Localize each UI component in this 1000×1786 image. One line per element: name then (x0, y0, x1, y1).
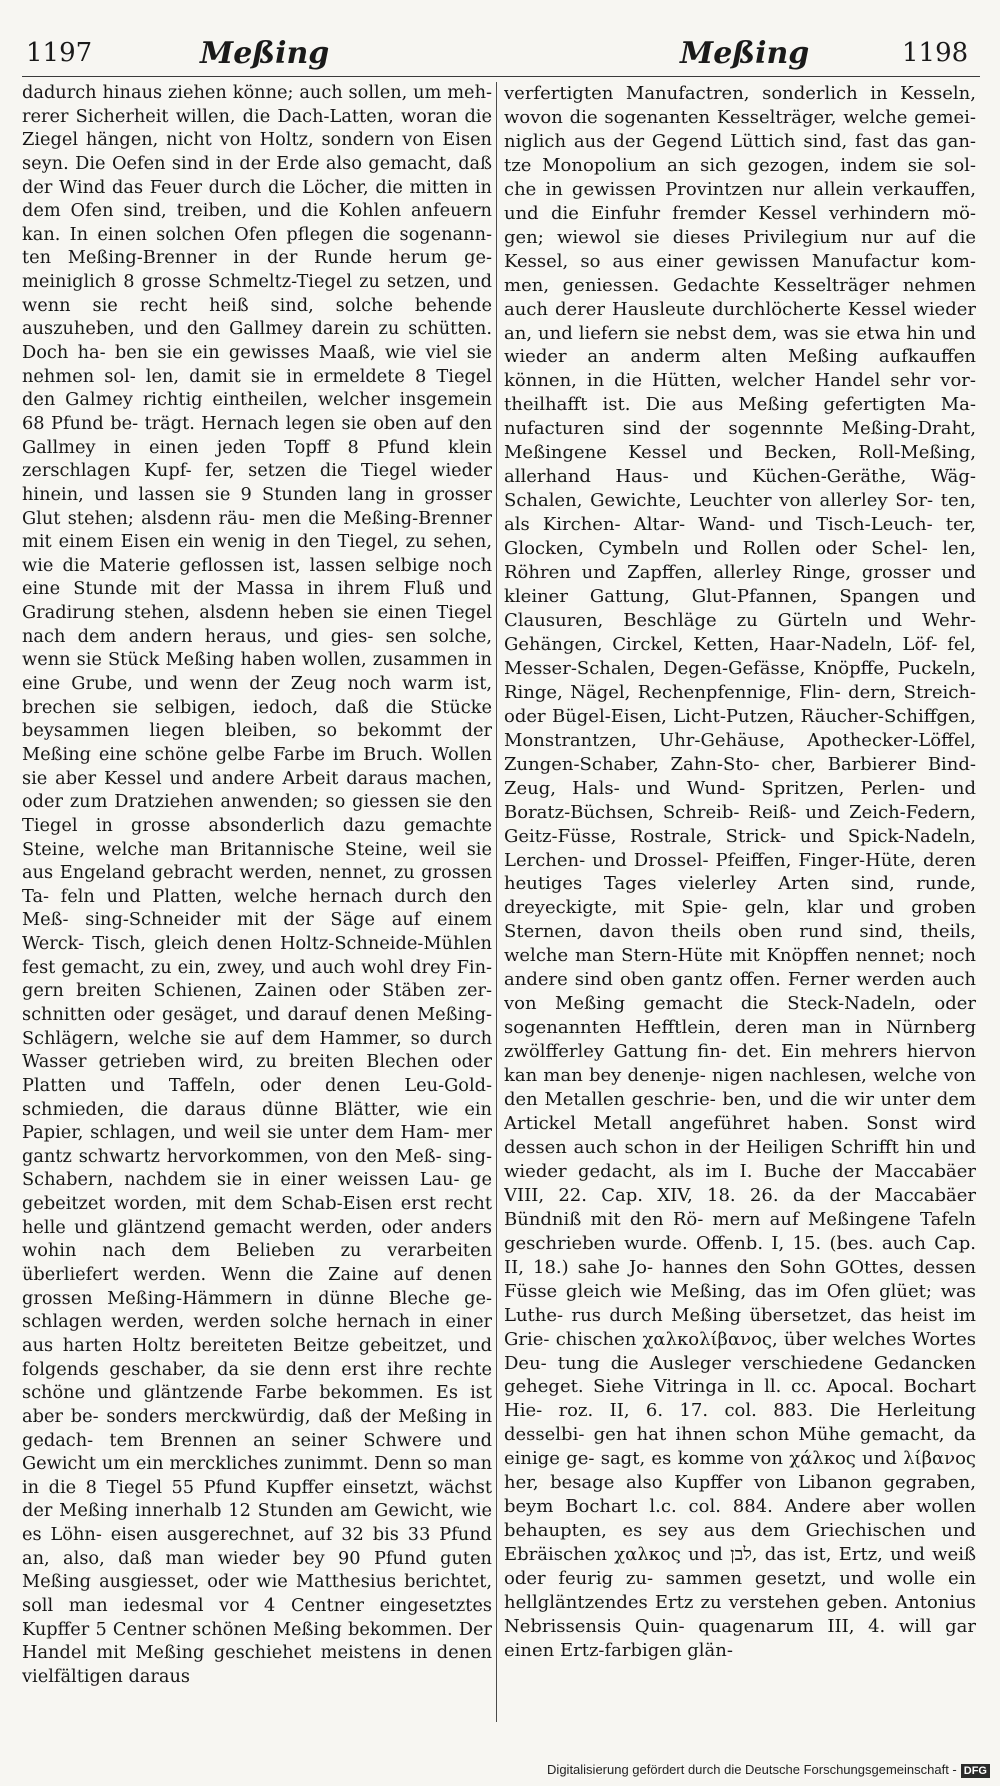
column-divider (496, 82, 497, 1722)
right-running-title: Meßing (680, 36, 810, 71)
digitization-footer (547, 1762, 990, 1778)
left-column (22, 82, 492, 1722)
left-page-number: 1197 (26, 38, 93, 68)
right-column (504, 82, 976, 1722)
left-running-title: Meßing (200, 36, 330, 71)
dfg-logo: DFG (961, 1764, 990, 1778)
footer-credit: Digitalisierung gefördert durch die Deutsche Forschungsgemeinschaft - (547, 1762, 957, 1778)
header-rule (22, 76, 980, 77)
page-header (0, 0, 1000, 80)
right-column-text: verfertigten Manufactren, sonderlich in Kesseln, wovon die sogenanten Kesselträger, welche gemei- niglich aus der Gegend Lüttich sind, fast das gan- tze Monopolium an sich gezogen, indem sie sol- che in gewissen Provintzen nur allein verkauffen, und die Einfuhr fremder Kessel verhindern mö- gen; wiewol sie dieses Privilegium nur auf die Kessel, so aus einer gewissen Manufactur kom- men, geniessen. Gedachte Kesselträger nehmen auch derer Hausleute durchlöcherte Kessel wieder an, und liefern sie nebst dem, was sie etwa hin und wieder an anderm alten Meßing aufkauffen können, in die Hütten, welcher Handel sehr vor- theilhafft ist. Die aus Meßing gefertigten Ma- nufacturen sind der sogennnte Meßing-Draht, Meßingene Kessel und Becken, Roll-Meßing, allerhand Haus- und Küchen-Geräthe, Wäg- Schalen, Gewichte, Leuchter von allerley Sor- ten, als Kirchen- Altar- Wand- und Tisch-Leuch- ter, Glocken, Cymbeln und Rollen oder Schel- len, Röhren und Zapffen, allerley Ringe, grosser und kleiner Gattung, Glut-Pfannen, Spangen und Clausuren, Beschläge zu Gürteln und Wehr- Gehängen, Circkel, Ketten, Haar-Nadeln, Löf- fel, Messer-Schalen, Degen-Gefässe, Knöpffe, Puckeln, Ringe, Nägel, Rechenpfennige, Flin- dern, Streich- oder Bügel-Eisen, Licht-Putzen, Räucher-Schiffgen, Monstrantzen, Uhr-Gehäuse, Apothecker-Löffel, Zungen-Schaber, Zahn-Sto- cher, Barbierer Bind-Zeug, Hals- und Wund- Spritzen, Perlen- und Boratz-Büchsen, Schreib- Reiß- und Zeich-Federn, Geitz-Füsse, Rostrale, Strick- und Spick-Nadeln, Lerchen- und Drossel- Pfeiffen, Finger-Hüte, deren heutiges Tages vielerley Arten sind, runde, dreyeckigte, mit Spie- geln, klar und groben Sternen, davon theils oben rund sind, theils, welche man Stern-Hüte mit Knöpffen nennet; noch andere sind oben gantz offen. Ferner werden auch von Meßing gemacht die Steck-Nadeln, oder sogenannten Hefftlein, deren man in Nürnberg zwölfferley Gattung fin- det. Ein mehrers hiervon kan man bey denenje- nigen nachlesen, welche von den Metallen geschrie- ben, und die wir unter dem Artickel Metall angeführet haben. Sonst wird dessen auch schon in der Heiligen Schrifft hin und wieder gedacht, als im I. Buche der Maccabäer VIII, 22. Cap. XIV, 18. 26. da der Maccabäer Bündniß mit den Rö- mern auf Meßingene Tafeln geschrieben wurde. Offenb. I, 15. (bes. auch Cap. II, 18.) sahe Jo- hannes den Sohn GOttes, dessen Füsse gleich wie Meßing, das im Ofen glüet; was Luthe- rus durch Meßing übersetzet, das heist im Grie- chischen χαλκολίβανος, über welches Wortes Deu- tung die Ausleger verschiedene Gedancken geheget. Siehe Vitringa in ll. cc. Apocal. Bochart Hie- roz. II, 6. 17. col. 883. Die Herleitung desselbi- gen hat ihnen schon Mühe gemacht, da einige ge- sagt, es komme von χάλκος und λίβανος her, besage also Kupffer von Libanon gegraben, beym Bochart l.c. col. 884. Andere aber wollen behaupten, es sey aus dem Griechischen und Ebräischen χαλκος und לבן, das ist, Ertz, und weiß oder feurig zu- sammen gesetzt, und wolle ein hellgläntzendes Ertz zu verstehen geben. Antonius Nebrissensis Quin- quagenarum III, 4. will gar einen Ertz-farbigen glän- (504, 83, 976, 1661)
left-column-text: dadurch hinaus ziehen könne; auch sollen, um meh- rerer Sicherheit willen, die Dach-Latten, woran die Ziegel hängen, nicht von Holtz, sondern von Eisen seyn. Die Oefen sind in der Erde also gemacht, daß der Wind das Feuer durch die Löcher, die mitten in dem Ofen sind, treiben, und die Kohlen anfeuern kan. In einen solchen Ofen pflegen die sogenann- ten Meßing-Brenner in der Runde herum ge- meiniglich 8 grosse Schmeltz-Tiegel zu setzen, und wenn sie recht heiß sind, solche behende auszuheben, und den Gallmey darein zu schütten. Doch ha- ben sie ein gewisses Maaß, wie viel sie nehmen sol- len, damit sie in ermeldete 8 Tiegel den Galmey richtig eintheilen, welcher insgemein 68 Pfund be- trägt. Hernach legen sie oben auf den Gallmey in einen jeden Topff 8 Pfund klein zerschlagen Kupf- fer, setzen die Tiegel wieder hinein, und lassen sie 9 Stunden lang in grosser Glut stehen; alsdenn räu- men die Meßing-Brenner mit einem Eisen ein wenig in den Tiegel, zu sehen, wie die Materie geflossen ist, lassen selbige noch eine Stunde mit der Massa in ihrem Fluß und Gradirung stehen, alsdenn heben sie einen Tiegel nach dem andern heraus, und gies- sen solche, wenn sie Stück Meßing haben wollen, zusammen in eine Grube, und wenn der Zeug noch warm ist, brechen sie selbigen, iedoch, daß die Stücke beysammen liegen bleiben, so bekommt der Meßing eine schöne gelbe Farbe im Bruch. Wollen sie aber Kessel und andere Arbeit daraus machen, oder zum Dratziehen anwenden; so giessen sie den Tiegel in grosse absonderlich dazu gemachte Steine, welche man Britannische Steine, weil sie aus Engeland gebracht werden, nennet, zu grossen Ta- feln und Platten, welche hernach durch den Meß- sing-Schneider mit der Säge auf einem Werck- Tisch, gleich denen Holtz-Schneide-Mühlen fest gemacht, zu ein, zwey, und auch wohl drey Fin- gern breiten Schienen, Zainen oder Stäben zer- schnitten oder gesäget, und darauf denen Meßing- Schlägern, welche sie auf dem Hammer, so durch Wasser getrieben wird, zu breiten Blechen oder Platten und Taffeln, oder denen Leu-Gold- schmieden, die daraus dünne Blätter, wie ein Papier, schlagen, und weil sie unter dem Ham- mer gantz schwartz hervorkommen, von den Meß- sing-Schabern, nachdem sie in einer weissen Lau- ge gebeitzet worden, mit dem Schab-Eisen erst recht helle und gläntzend gemacht werden, oder anders wohin nach dem Belieben zu verarbeiten überliefert werden. Wenn die Zaine auf denen grossen Meßing-Hämmern in dünne Bleche ge- schlagen werden, werden solche hernach in einer aus harten Holtz bereiteten Beitze gebeitzet, und folgends geschaber, da sie denn erst ihre rechte schöne und gläntzende Farbe bekommen. Es ist aber be- sonders merckwürdig, daß der Meßing in gedach- tem Brennen an seiner Schwere und Gewicht um ein merckliches zunimmt. Denn so man in die 8 Tiegel 55 Pfund Kupffer einsetzt, wächst der Meßing innerhalb 12 Stunden am Gewicht, wie es Löhn- eisen ausgerechnet, auf 32 bis 33 Pfund an, also, daß man wieder bey 90 Pfund guten Meßing ausgiesset, oder wie Matthesius berichtet, soll man iedesmal vor 4 Centner eingesetztes Kupffer 5 Centner schönen Meßing bekommen. Der Handel mit Meßing geschiehet meistens in denen vielfältigen daraus (22, 83, 492, 1687)
right-page-number: 1198 (902, 38, 969, 68)
